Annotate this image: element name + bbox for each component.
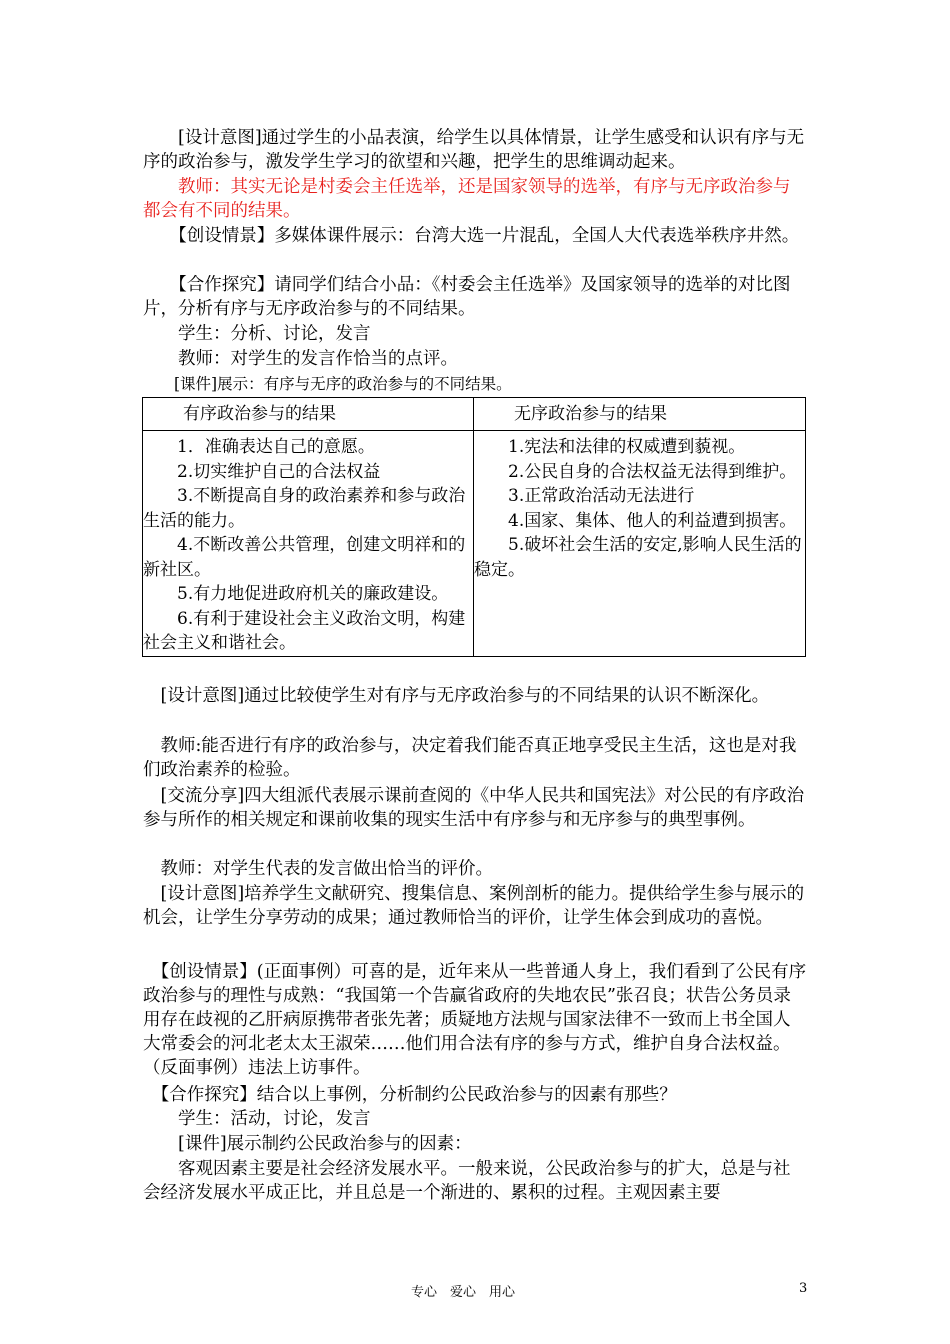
table-header-row — [143, 398, 806, 431]
list-item: 6.有利于建设社会主义政治文明，构建社会主义和谐社会。 — [143, 608, 466, 653]
list-item: 4.国家、集体、他人的利益遭到损害。 — [474, 510, 797, 531]
list-item: 2.公民自身的合法权益无法得到维护。 — [474, 461, 797, 482]
list-item: 3.正常政治活动无法进行 — [474, 486, 695, 506]
paragraph-exchange-share: [交流分享]四大组派代表展示课前查阅的《中华人民共和国宪法》对公民的有序政治参与所作的相关规定和课前收集的现实生活中有序参与和无序参与的典型事例。 — [143, 786, 805, 830]
paragraph-cooperative-inquiry-2: 【合作探究】结合以上事例，分析制约公民政治参与的因素有那些？ — [143, 1085, 677, 1105]
paragraph-teacher-3: 教师：对学生代表的发言做出恰当的评价。 — [143, 859, 493, 879]
paragraph-design-intent-3: [设计意图]培养学生文献研究、搜集信息、案例剖析的能力。提供给学生参与展示的机会，让学生分享劳动的成果；通过教师恰当的评价，让学生体会到成功的喜悦。 — [143, 884, 805, 928]
disordered-results-cell — [474, 431, 806, 657]
paragraph-cooperative-inquiry-1: 【合作探究】请同学们结合小品：《村委会主任选举》及国家领导的选举的对比图片，分析有序与无序政治参与的不同结果。 — [143, 275, 791, 319]
paragraph-teacher-1: 教师：对学生的发言作恰当的点评。 — [143, 349, 458, 369]
paragraph-factors: 客观因素主要是社会经济发展水平。一般来说，公民政治参与的扩大，总是与社会经济发展水平成正比，并且总是一个渐进的、累积的过程。主观因素主要 — [143, 1159, 791, 1203]
list-item: 4.不断改善公共管理，创建文明祥和的新社区。 — [143, 535, 466, 580]
paragraph-scenario-2: 【创设情景】(正面事例）可喜的是，近年来从一些普通人身上，我们看到了公民有序政治参与的理性与成熟：“我国第一个告赢省政府的失地农民”张召良；状告公务员录用存在歧视的乙肝病原携带者张先著；质疑地方法规与国家法律不一致而上书全国人大常委会的河北老太太王淑荣……他们用合法有序的参与方式，维护自身合法权益。（反面事例）违法上访事件。 — [143, 962, 807, 1078]
paragraph-courseware-1: [课件]展示：有序与无序的政治参与的不同结果。 — [143, 375, 512, 393]
table-header-disordered: 无序政治参与的结果 — [474, 398, 806, 431]
list-item: 1.宪法和法律的权威遭到藐视。 — [474, 437, 746, 457]
paragraph-teacher-2: 教师:能否进行有序的政治参与，决定着我们能否真正地享受民主生活，这也是对我们政治素养的检验。 — [143, 736, 797, 780]
paragraph-scenario-1: 【创设情景】多媒体课件展示：台湾大选一片混乱，全国人大代表选举秩序井然。 — [143, 226, 800, 246]
paragraph-courseware-2: [课件]展示制约公民政治参与的因素： — [143, 1134, 472, 1154]
list-item: 5.有力地促进政府机关的廉政建设。 — [143, 584, 449, 604]
list-item: 3.不断提高自身的政治素养和参与政治生活的能力。 — [143, 486, 466, 531]
ordered-results-cell — [143, 431, 474, 657]
paragraph-teacher-remark-red: 教师：其实无论是村委会主任选举，还是国家领导的选举，有序与无序政治参与都会有不同的结果。 — [143, 177, 791, 221]
list-item: 1．准确表达自己的意愿。 — [143, 437, 375, 457]
paragraph-design-intent-2: [设计意图]通过比较使学生对有序与无序政治参与的不同结果的认识不断深化。 — [143, 686, 770, 706]
table-header-ordered: 有序政治参与的结果 — [143, 398, 474, 431]
paragraph-design-intent-1: [设计意图]通过学生的小品表演，给学生以具体情景，让学生感受和认识有序与无序的政治参与，激发学生学习的欲望和兴趣，把学生的思维调动起来。 — [143, 128, 805, 172]
page-number: 3 — [799, 1281, 808, 1296]
paragraph-student-1: 学生：分析、讨论，发言 — [143, 324, 371, 344]
table-body-row — [143, 431, 806, 657]
paragraph-student-2: 学生：活动，讨论，发言 — [143, 1109, 371, 1129]
footer-motto: 专心 爱心 用心 — [411, 1285, 516, 1300]
comparison-table — [142, 397, 806, 657]
list-item: 2.切实维护自己的合法权益 — [143, 461, 381, 482]
list-item: 5.破坏社会生活的安定,影响人民生活的稳定。 — [474, 535, 802, 580]
